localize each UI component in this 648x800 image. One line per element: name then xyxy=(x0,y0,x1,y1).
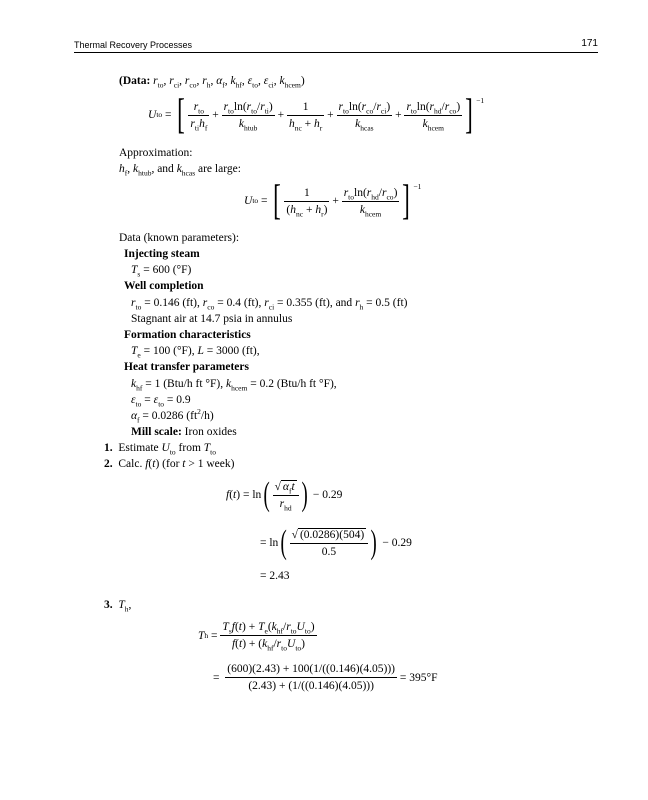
ft-result: = 2.43 xyxy=(260,570,290,582)
equation-th-numeric: = $\frac{(600)(2.43) + 100(1/((0.146)(4.05)))}{(2.43) + (1/((0.146)(4.05)))}$ = 395°F xyxy=(213,663,438,692)
page-number: 171 xyxy=(581,38,598,49)
injecting-title: Injecting steam xyxy=(124,248,200,260)
equation-ft-numeric: = ln ( √ (0.0286)(504) 0.5 ) − 0.29 xyxy=(260,524,412,561)
heat-alpha: $\alpha_f = 0.0286$ $(ft^2/h)$ xyxy=(131,407,214,425)
equation-uto-simplified: U to = [ 1 $(h_{nc} + h_r)$ + $r_{to}\ln(r_{hd}/r_{co})$ $k_{hcem}$ ] $^{-1}$ xyxy=(244,178,422,224)
equation-uto-full: U to = [ $r_{to}$ $r_{ti}h_f$ + $r_{to}\ln(r_{to}/r_{ti})$ $k_{htub}$ + 1 $h_{nc} + h_r$ + $r_{to}\ln(r_{co}/r_{ci})$ $k_{hcas}$ + $r_{to}\ln(r_{hd}/r_{co})$ $k_{hcem}$ ] $^{-1}$ xyxy=(148,92,485,138)
running-header xyxy=(74,38,598,53)
heat-emissivity: $\varepsilon_{to} = \varepsilon_{to} = 0.9$ xyxy=(131,394,191,409)
step-2: 2. Calc. f(t) (for t > 1 week) xyxy=(104,458,235,470)
mill-scale: Mill scale: Iron oxides xyxy=(131,426,237,438)
running-title: Thermal Recovery Processes xyxy=(74,40,193,50)
step-3: 3. $T_h$, xyxy=(104,599,132,614)
well-title: Well completion xyxy=(124,280,204,292)
well-radii: $r_{to} = 0.146$ (ft), $r_{co} = 0.4$ (ft), $r_{ci} = 0.355$ (ft), and $r_h = 0.5$ (ft) xyxy=(131,297,408,312)
data-list: (Data: $r_{to}$, $r_{ci}$, $r_{co}$, $r_h$, $\alpha_f$, $k_{hf}$, $\varepsilon_{to}$, $\varepsilon_{ci}$, $k_{hcem}$) xyxy=(119,75,305,90)
heat-k-values: $k_{hf} = 1$ (Btu/h ft °F), $k_{hcem} = 0.2$ (Btu/h ft °F), xyxy=(131,378,337,393)
equation-th-symbolic: T h = $T_sf(t) + T_e(k_{hf}/r_{to}U_{to})$ $f(t) + (k_{hf}/r_{to}U_{to})$ xyxy=(198,621,315,653)
injecting-value: $T_s = 600$ (°F) xyxy=(131,264,192,279)
heat-title: Heat transfer parameters xyxy=(124,361,249,373)
approx-line: $h_f$, $k_{htub}$, and $k_{hcas}$ are large: xyxy=(119,163,241,178)
approx-title: Approximation: xyxy=(119,147,193,159)
formation-values: $T_e = 100$ (°F), L = 3000 (ft), xyxy=(131,345,260,360)
formation-title: Formation characteristics xyxy=(124,329,251,341)
known-title: Data (known parameters): xyxy=(119,232,240,244)
step-1: 1. Estimate $U_{to}$ from $T_{to}$ xyxy=(104,442,217,457)
well-air: Stagnant air at 14.7 psia in annulus xyxy=(131,313,293,325)
equation-ft-symbolic: f ( t ) = ln ( √ $\alpha_ft$ $r_{hd}$ ) − 0.29 xyxy=(226,476,343,513)
